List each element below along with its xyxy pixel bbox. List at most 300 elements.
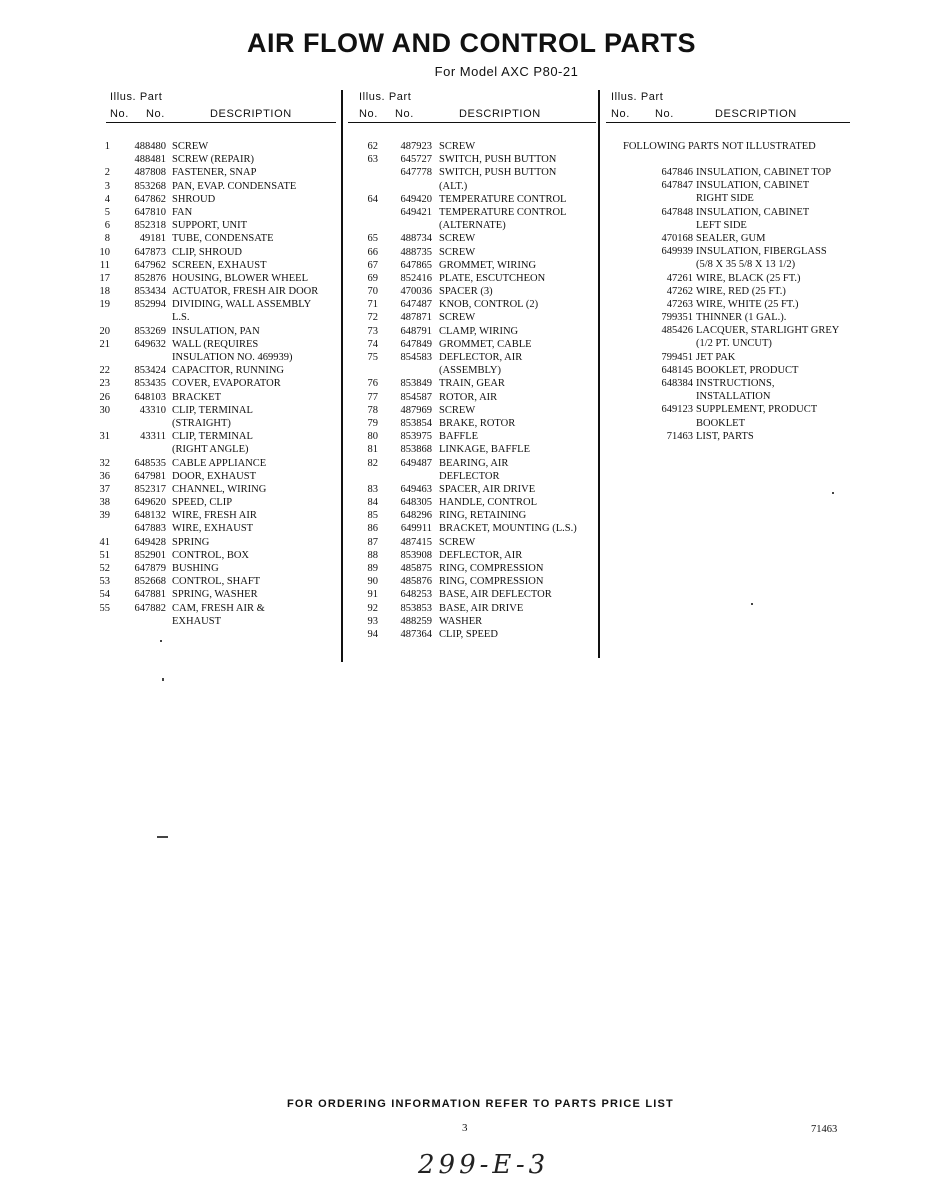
description-cell: BOOKLET, PRODUCT	[696, 364, 799, 376]
table-row	[354, 272, 598, 285]
description-cell: CONTROL, SHAFT	[172, 576, 261, 588]
table-row	[96, 509, 341, 522]
part-no-cell: 853908	[400, 549, 432, 561]
description-cell: INSULATION, FIBERGLASS	[696, 246, 827, 258]
part-no-cell: 853849	[400, 378, 432, 390]
description-cell: INSULATION, CABINET TOP	[696, 167, 832, 178]
table-row	[96, 338, 341, 351]
illus-no-cell: 77	[367, 391, 378, 403]
description-cell: SPRING	[172, 536, 210, 548]
part-no-cell: 649463	[400, 483, 432, 495]
description-cell: BAFFLE	[439, 431, 479, 443]
part-no-cell: 649939	[661, 246, 693, 258]
part-no-cell: 648132	[134, 510, 166, 522]
part-no-cell: 647778	[400, 167, 432, 179]
table-row	[354, 522, 598, 535]
table-row	[96, 404, 341, 417]
part-no-cell: 470036	[400, 286, 432, 298]
illus-no-cell: 26	[99, 391, 110, 403]
description-cell: FASTENER, SNAP	[172, 167, 257, 179]
table-row	[354, 457, 598, 470]
illus-no-cell: 31	[99, 431, 110, 443]
part-no-cell: 49181	[139, 233, 166, 245]
part-no-cell: 487364	[400, 628, 432, 640]
illus-no-cell: 65	[367, 233, 378, 245]
description-cell: BRACKET	[172, 391, 222, 403]
part-no-cell: 485426	[661, 325, 693, 337]
table-row	[610, 285, 870, 298]
description-cell: TEMPERATURE CONTROL	[439, 206, 567, 218]
part-no-cell: 649620	[134, 497, 166, 509]
part-no-cell: 47261	[666, 272, 693, 284]
scan-speck	[162, 678, 164, 681]
part-no-cell: 649487	[400, 457, 432, 469]
description-cell: SCREW (REPAIR)	[172, 154, 254, 166]
table-row	[96, 325, 341, 338]
description-cell: COVER, EVAPORATOR	[172, 378, 281, 390]
table-row	[96, 180, 341, 193]
description-cell: WASHER	[439, 615, 483, 627]
part-no-cell: 649420	[400, 193, 432, 205]
description-cell: BRAKE, ROTOR	[439, 417, 516, 429]
table-row	[96, 615, 341, 628]
description-cell: (ASSEMBLY)	[439, 365, 501, 377]
description-cell: (ALT.)	[439, 180, 468, 192]
illus-no-label: No.	[110, 108, 129, 120]
illus-no-label: No.	[359, 108, 378, 120]
table-row	[96, 140, 341, 153]
description-cell: CLIP, TERMINAL	[172, 404, 253, 416]
description-cell: TUBE, CONDENSATE	[172, 233, 274, 245]
table-row	[354, 536, 598, 549]
description-cell: INSULATION, PAN	[172, 325, 260, 337]
description-cell: RING, RETAINING	[439, 510, 527, 522]
description-cell: WIRE, EXHAUST	[172, 523, 254, 535]
part-no-cell: 853268	[134, 180, 166, 192]
description-cell: WIRE, WHITE (25 FT.)	[696, 298, 799, 310]
illus-no-cell: 36	[99, 470, 110, 482]
table-row	[96, 193, 341, 206]
table-row	[354, 562, 598, 575]
part-no-cell: 647962	[134, 259, 166, 271]
table-row	[96, 272, 341, 285]
part-no-cell: 854587	[400, 391, 432, 403]
description-cell: HANDLE, CONTROL	[439, 497, 537, 509]
table-row	[610, 403, 870, 416]
part-no-cell: 853853	[400, 602, 432, 614]
illus-no-cell: 67	[367, 259, 378, 271]
part-no-cell: 853424	[134, 365, 166, 377]
illus-no-cell: 80	[367, 431, 378, 443]
part-no-cell: 43311	[140, 431, 166, 443]
table-row	[354, 377, 598, 390]
illus-no-cell: 78	[367, 404, 378, 416]
table-row	[354, 404, 598, 417]
illus-no-cell: 54	[99, 589, 110, 601]
table-row	[354, 166, 598, 179]
description-cell: L.S.	[172, 312, 190, 324]
description-cell: WIRE, BLACK (25 FT.)	[696, 272, 801, 284]
part-no-cell: 853434	[134, 286, 166, 298]
table-row	[610, 232, 870, 245]
description-cell: SWITCH, PUSH BUTTON	[439, 167, 557, 179]
table-row	[96, 153, 341, 166]
description-cell: GROMMET, WIRING	[439, 259, 537, 271]
part-no-cell: 648253	[400, 589, 432, 601]
illus-no-cell: 55	[99, 602, 110, 614]
column-divider-right	[598, 90, 600, 658]
illus-no-cell: 52	[99, 563, 110, 574]
description-cell: INSULATION, CABINET	[696, 206, 810, 218]
illus-no-cell: 1	[104, 141, 110, 152]
part-no-cell: 488259	[400, 615, 432, 627]
part-no-cell: 649632	[134, 338, 166, 350]
table-row	[610, 272, 870, 285]
table-row	[354, 470, 598, 483]
illus-no-cell: 92	[367, 602, 378, 614]
part-no-cell: 647981	[134, 470, 166, 482]
part-no-cell: 647810	[134, 206, 166, 218]
part-no-cell: 649428	[134, 536, 166, 548]
illus-no-cell: 41	[99, 536, 110, 548]
illus-no-cell: 32	[99, 457, 110, 469]
illus-no-cell: 64	[367, 193, 378, 205]
model-subtitle: For Model AXC P80-21	[434, 64, 579, 79]
part-no-cell: 647862	[134, 193, 166, 205]
description-cell: THINNER (1 GAL.).	[696, 312, 787, 324]
part-no-cell: 488734	[400, 233, 432, 245]
description-cell: WIRE, RED (25 FT.)	[696, 285, 786, 297]
illus-no-cell: 63	[367, 154, 378, 166]
table-row	[354, 509, 598, 522]
illus-no-cell: 69	[367, 272, 378, 284]
part-no-cell: 647882	[134, 602, 166, 614]
table-row	[96, 562, 341, 575]
table-row	[96, 443, 341, 456]
table-row	[96, 246, 341, 259]
part-no-cell: 647849	[400, 338, 432, 350]
table-row	[610, 351, 870, 364]
table-row	[610, 377, 870, 390]
description-cell: CAPACITOR, RUNNING	[172, 365, 285, 377]
description-cell: CLIP, SHROUD	[172, 246, 243, 258]
table-row	[96, 166, 341, 179]
illus-no-cell: 86	[367, 523, 378, 535]
part-no-cell: 853435	[134, 378, 166, 390]
part-no-cell: 487923	[400, 141, 432, 152]
description-cell: GROMMET, CABLE	[439, 338, 532, 350]
description-cell: RING, COMPRESSION	[439, 563, 544, 574]
description-cell: BUSHING	[172, 563, 219, 574]
part-no-cell: 647846	[661, 167, 693, 178]
description-cell: INSULATION, CABINET	[696, 180, 810, 192]
illus-no-cell: 85	[367, 510, 378, 522]
illus-no-cell: 79	[367, 417, 378, 429]
part-no-label: No.	[146, 108, 165, 120]
description-cell: SPACER (3)	[439, 286, 493, 298]
table-row	[610, 298, 870, 311]
table-row	[354, 575, 598, 588]
part-no-cell: 645727	[400, 154, 432, 166]
part-no-cell: 852318	[134, 220, 166, 232]
part-no-cell: 852876	[134, 272, 166, 284]
column-3-header	[611, 89, 797, 123]
scan-speck	[751, 603, 753, 605]
part-no-cell: 853854	[400, 417, 432, 429]
part-no-cell: 647879	[134, 563, 166, 574]
illus-no-cell: 83	[367, 483, 378, 495]
part-no-cell: 485876	[400, 576, 432, 588]
description-cell: PLATE, ESCUTCHEON	[439, 272, 546, 284]
description-cell: CONTROL, BOX	[172, 549, 250, 561]
illus-no-cell: 4	[104, 193, 110, 205]
illus-no-cell: 10	[99, 246, 110, 258]
table-row	[354, 417, 598, 430]
part-no-cell: 648103	[134, 391, 166, 403]
description-cell: SCREW	[439, 536, 476, 548]
table-row	[354, 588, 598, 601]
part-no-cell: 488481	[134, 154, 166, 166]
part-no-cell: 647848	[661, 206, 693, 218]
part-no-cell: 799451	[661, 351, 693, 363]
illus-no-cell: 5	[104, 206, 110, 218]
description-cell: DEFLECTOR	[439, 470, 500, 482]
part-no-cell: 852994	[134, 299, 166, 311]
table-row	[96, 351, 341, 364]
description-cell: JET PAK	[696, 351, 736, 363]
table-row	[96, 377, 341, 390]
table-row	[96, 483, 341, 496]
description-cell: (5/8 X 35 5/8 X 13 1/2)	[696, 259, 796, 271]
description-cell: SCREW	[439, 233, 476, 245]
description-cell: CABLE APPLIANCE	[172, 457, 267, 469]
table-row	[354, 153, 598, 166]
illus-no-cell: 17	[99, 272, 110, 284]
part-no-cell: 854583	[400, 352, 432, 363]
description-cell: DEFLECTOR, AIR	[439, 352, 523, 363]
table-row	[96, 391, 341, 404]
description-cell: SCREW	[439, 312, 476, 324]
description-cell: SEALER, GUM	[696, 232, 766, 244]
illus-no-cell: 82	[367, 457, 378, 469]
table-row	[354, 259, 598, 272]
description-label: DESCRIPTION	[715, 108, 797, 120]
table-row	[354, 483, 598, 496]
description-cell: LINKAGE, BAFFLE	[439, 444, 530, 456]
part-no-cell: 488735	[400, 246, 432, 258]
table-row	[610, 390, 870, 403]
description-cell: LACQUER, STARLIGHT GREY	[696, 325, 840, 337]
column-1-rows	[96, 140, 341, 628]
part-no-cell: 647847	[661, 180, 693, 192]
description-cell: BASE, AIR DEFLECTOR	[439, 589, 552, 601]
description-cell: SPEED, CLIP	[172, 497, 233, 509]
table-row	[610, 430, 870, 443]
description-cell: SCREW	[439, 141, 476, 152]
description-cell: (STRAIGHT)	[172, 417, 231, 429]
column-2-rows	[354, 140, 598, 641]
illus-no-cell: 75	[367, 352, 378, 363]
illus-no-cell: 21	[99, 338, 110, 350]
table-row	[354, 180, 598, 193]
table-row	[96, 219, 341, 232]
table-row	[96, 602, 341, 615]
table-row	[96, 549, 341, 562]
illus-no-cell: 3	[104, 180, 110, 192]
column-3-rule	[606, 122, 850, 123]
description-label: DESCRIPTION	[210, 108, 292, 120]
table-row	[610, 364, 870, 377]
table-row	[610, 245, 870, 258]
description-cell: TRAIN, GEAR	[439, 378, 505, 390]
description-label: DESCRIPTION	[459, 108, 541, 120]
part-no-cell: 853975	[400, 431, 432, 443]
illus-no-cell: 90	[367, 576, 378, 588]
part-no-cell: 853868	[400, 444, 432, 456]
table-row	[96, 285, 341, 298]
scan-speck	[160, 640, 162, 642]
illus-no-cell: 2	[104, 167, 110, 179]
description-cell: PAN, EVAP. CONDENSATE	[172, 180, 297, 192]
description-cell: HOUSING, BLOWER WHEEL	[172, 272, 308, 284]
description-cell: LEFT SIDE	[696, 219, 747, 231]
table-row	[96, 259, 341, 272]
description-cell: (1/2 PT. UNCUT)	[696, 338, 772, 350]
illus-part-label: Illus. Part	[359, 91, 412, 103]
not-illustrated-heading: FOLLOWING PARTS NOT ILLUSTRATED	[623, 141, 816, 152]
description-cell: SHROUD	[172, 193, 216, 205]
illus-no-cell: 81	[367, 444, 378, 456]
illus-no-cell: 39	[99, 510, 110, 522]
table-row	[354, 325, 598, 338]
description-cell: ROTOR, AIR	[439, 391, 498, 403]
table-row	[354, 351, 598, 364]
handwritten-note: 299-E-3	[418, 1150, 550, 1180]
part-no-cell: 648305	[400, 497, 432, 509]
part-no-cell: 648145	[661, 364, 693, 376]
part-no-cell: 647881	[134, 589, 166, 601]
part-no-cell: 43310	[139, 404, 166, 416]
part-no-cell: 487415	[400, 536, 432, 548]
table-row	[354, 549, 598, 562]
table-row	[96, 522, 341, 535]
column-3-rows	[610, 166, 870, 443]
description-cell: (ALTERNATE)	[439, 220, 506, 232]
part-no-cell: 648535	[134, 457, 166, 469]
scan-speck	[832, 492, 834, 494]
table-row	[610, 219, 870, 232]
column-divider-left	[341, 90, 343, 662]
description-cell: WALL (REQUIRES	[172, 338, 259, 350]
part-no-cell: 470168	[661, 232, 693, 244]
table-row	[354, 602, 598, 615]
part-no-cell: 649421	[400, 206, 432, 218]
description-cell: SPRING, WASHER	[172, 589, 258, 601]
illus-no-cell: 89	[367, 563, 378, 574]
part-no-cell: 852668	[134, 576, 166, 588]
description-cell: CHANNEL, WIRING	[172, 483, 267, 495]
description-cell: BRACKET, MOUNTING (L.S.)	[439, 523, 577, 535]
description-cell: RIGHT SIDE	[696, 193, 754, 205]
page-title: AIR FLOW AND CONTROL PARTS	[247, 28, 696, 58]
illus-no-cell: 30	[99, 404, 110, 416]
part-no-cell: 47263	[666, 298, 693, 310]
description-cell: DOOR, EXHAUST	[172, 470, 256, 482]
table-row	[96, 536, 341, 549]
illus-no-cell: 18	[99, 286, 110, 298]
part-no-cell: 649911	[400, 523, 432, 535]
description-cell: SUPPORT, UNIT	[172, 220, 248, 232]
column-2-rule	[348, 122, 596, 123]
description-cell: ACTUATOR, FRESH AIR DOOR	[172, 286, 319, 298]
description-cell: FAN	[172, 206, 193, 218]
part-no-cell: 648791	[400, 325, 432, 337]
illus-no-cell: 6	[104, 220, 110, 232]
part-no-cell: 488480	[134, 141, 166, 152]
illus-no-cell: 87	[367, 536, 378, 548]
part-no-cell: 647873	[134, 246, 166, 258]
table-row	[354, 193, 598, 206]
part-no-cell: 647865	[400, 259, 432, 271]
table-row	[96, 588, 341, 601]
table-row	[354, 232, 598, 245]
description-cell: SPACER, AIR DRIVE	[439, 483, 536, 495]
table-row	[610, 166, 870, 179]
description-cell: RING, COMPRESSION	[439, 576, 544, 588]
table-row	[610, 324, 870, 337]
illus-no-label: No.	[611, 108, 630, 120]
description-cell: WIRE, FRESH AIR	[172, 510, 257, 522]
table-row	[610, 417, 870, 430]
table-row	[354, 246, 598, 259]
illus-no-cell: 93	[367, 615, 378, 627]
table-row	[610, 206, 870, 219]
illus-no-cell: 66	[367, 246, 378, 258]
illus-no-cell: 73	[367, 325, 378, 337]
table-row	[354, 628, 598, 641]
table-row	[610, 192, 870, 205]
description-cell: SCREW	[439, 404, 476, 416]
part-no-cell: 852317	[134, 483, 166, 495]
part-no-cell: 647487	[400, 299, 432, 311]
illus-no-cell: 23	[99, 378, 110, 390]
description-cell: DEFLECTOR, AIR	[439, 549, 523, 561]
description-cell: INSTRUCTIONS,	[696, 378, 775, 389]
table-row	[354, 364, 598, 377]
illus-no-cell: 74	[367, 338, 378, 350]
ordering-note: FOR ORDERING INFORMATION REFER TO PARTS PRICE LIST	[287, 1098, 674, 1110]
part-no-cell: 487969	[400, 404, 432, 416]
table-row	[354, 391, 598, 404]
description-cell: EXHAUST	[172, 615, 221, 627]
part-no-label: No.	[655, 108, 674, 120]
illus-no-cell: 20	[99, 325, 110, 337]
illus-no-cell: 38	[99, 497, 110, 509]
table-row	[354, 311, 598, 324]
part-no-cell: 71463	[666, 430, 693, 442]
part-no-cell: 799351	[661, 312, 693, 324]
table-row	[96, 430, 341, 443]
document-number: 71463	[811, 1124, 838, 1135]
description-cell: SCREW	[439, 246, 476, 258]
illus-no-cell: 70	[367, 286, 378, 298]
part-no-cell: 47262	[666, 285, 693, 297]
page-number: 3	[462, 1122, 468, 1134]
table-row	[354, 430, 598, 443]
description-cell: CLIP, SPEED	[439, 628, 498, 640]
illus-no-cell: 72	[367, 312, 378, 324]
part-no-cell: 487871	[400, 312, 432, 324]
